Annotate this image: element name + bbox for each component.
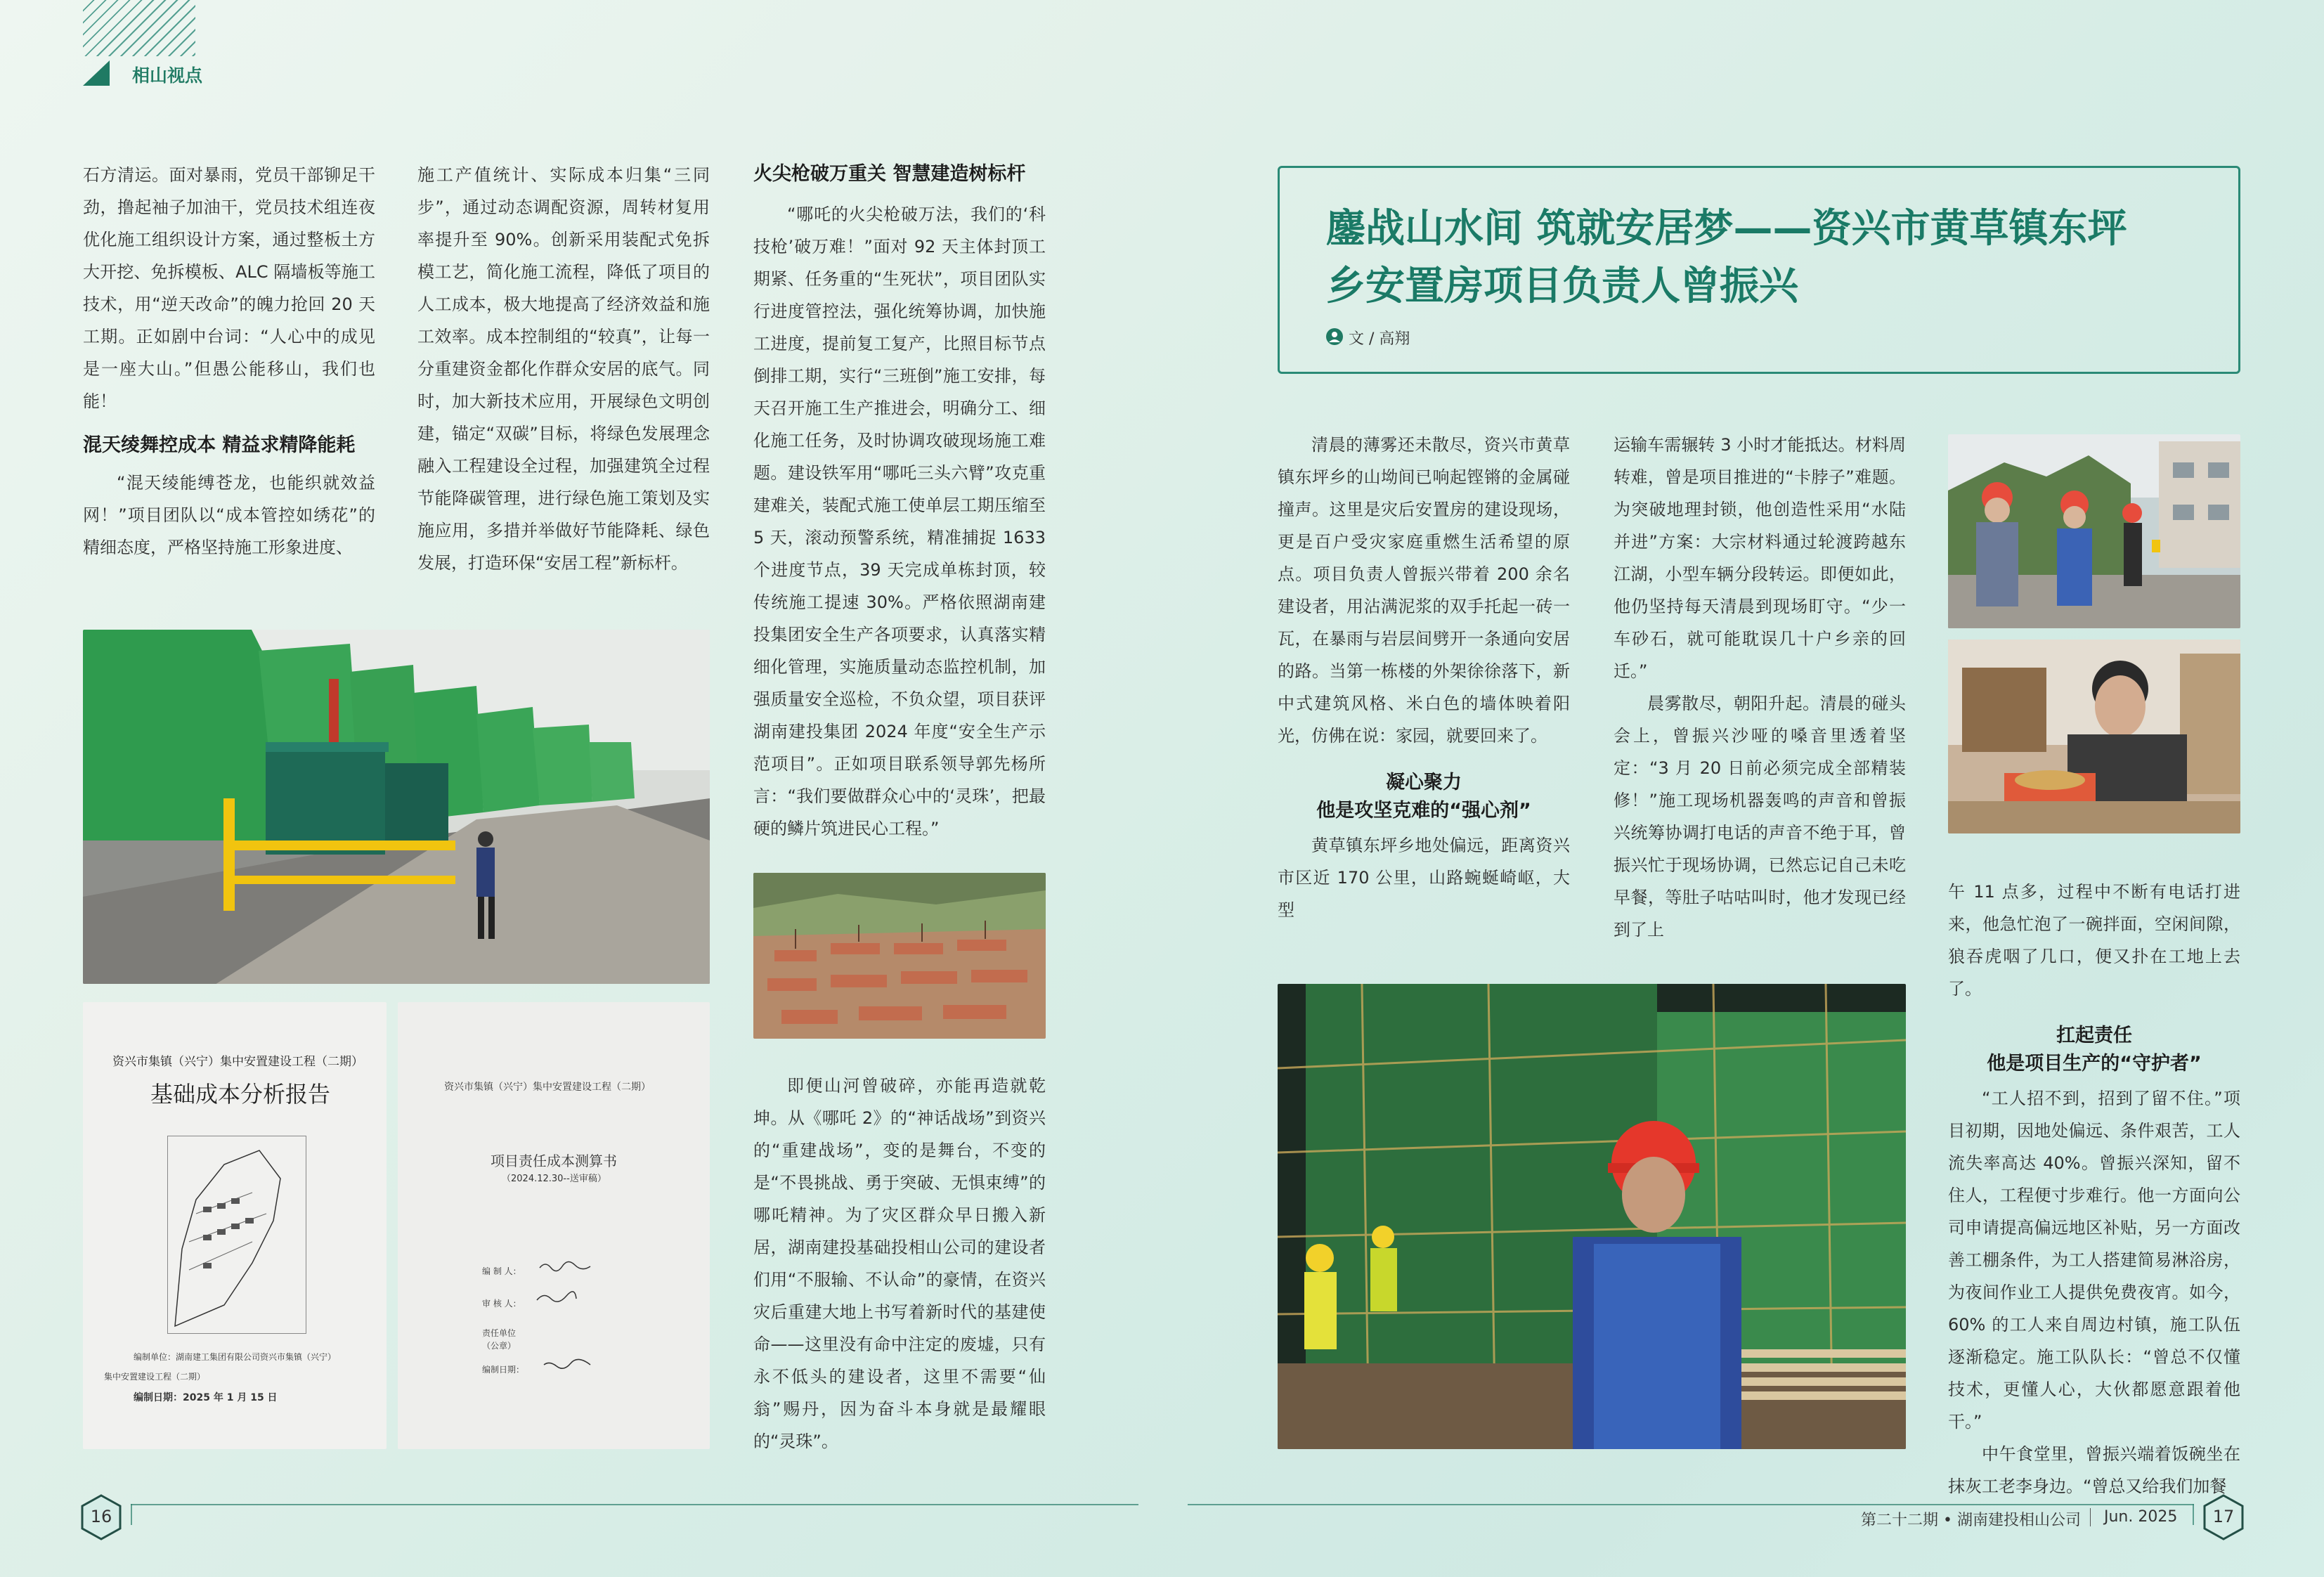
article-title-line1: 鏖战山水间 筑就安居梦——资兴市黄草镇东坪 xyxy=(1326,206,2127,252)
article-title-box xyxy=(1278,166,2240,374)
page-number-left-badge xyxy=(80,1494,122,1540)
footer-publication: 第二十二期 • 湖南建投相山公司 xyxy=(1861,1512,2081,1529)
right-col2-para1: 运输车需辗转 3 小时才能抵达。材料周转难，曾是项目推进的“卡脖子”难题。为突破地理封锁，他创造性采用“水陆并进”方案：大宗材料通过轮渡跨越东江湖，小型车辆分段转运。即便如此，他仍坚持每天清晨到现场盯守。“少一车砂石，就可能耽误几十户乡亲的回迁。” xyxy=(1614,435,1906,681)
doc2-field-reviewer: 审 核 人： xyxy=(482,1299,521,1309)
doc1-footer-date: 编制日期：2025 年 1 月 15 日 xyxy=(134,1392,278,1403)
photo-cost-analysis-report xyxy=(83,1002,387,1449)
right-col1-para2: 黄草镇东坪乡地处偏远，距离资兴市区近 170 公里，山路蜿蜒崎岖，大型 xyxy=(1278,836,1570,920)
right-col3 xyxy=(1948,876,2240,1503)
doc2-field-date: 编制日期： xyxy=(482,1365,525,1375)
left-col3-para1: “哪吒的火尖枪破万法，我们的‘科技枪’破万难！”面对 92 天主体封顶工期紧、任务重的“生死状”，项目团队实行进度管控法，强化统筹协调，加快施工进度，提前复工复产，比照目标节点倒排工期，实行“三班倒”施工安排，每天召开施工生产推进会，明确分工、细化施工任务，及时协调攻破现场施工难题。建设铁军用“哪吒三头六臂”攻克重建难关，装配式施工使单层工期压缩至 5 天，滚动预警系统，精准捕捉 1633 个进度节点，39 天完成单栋封顶，较传统施工提速 30%。严格依照湖南建投集团安全生产各项要求，认真落实精细化管理，实施质量动态监控机制，加强质量安全巡检，不负众望，项目获评湖南建投集团 2024 年度“安全生产示范项目”。正如项目联系领导郭先杨所言：“我们要做群众心中的‘灵珠’，把最硬的鳞片筑进民心工程。” xyxy=(753,205,1046,838)
header-stripes xyxy=(83,0,195,56)
right-col3-para3: 中午食堂里，曾振兴端着饭碗坐在抹灰工老李身边。“曾总又给我们加餐 xyxy=(1948,1444,2240,1496)
left-col1 xyxy=(83,159,375,564)
article-title-line2: 乡安置房项目负责人曾振兴 xyxy=(1326,264,1798,309)
left-col3-subhead: 火尖枪破万重关 智慧建造树标杆 xyxy=(753,163,1026,185)
article-byline: 文 / 高翔 xyxy=(1349,330,1410,348)
photo-foundation-site xyxy=(753,873,1046,1039)
left-col3-bottom xyxy=(753,1070,1046,1458)
photo-construction-site xyxy=(83,630,710,984)
section-marker-icon xyxy=(83,60,110,86)
author-icon xyxy=(1326,328,1343,345)
section-label: 相山视点 xyxy=(132,65,203,86)
right-col3-para1: 午 11 点多，过程中不断有电话打进来，他急忙泡了一碗拌面，空闲间隙，狼吞虎咽了几口，便又扑在工地上去了。 xyxy=(1948,882,2240,999)
doc1-title: 基础成本分析报告 xyxy=(150,1081,331,1108)
footer-separator xyxy=(2090,1508,2091,1526)
footer-rule-left-tick xyxy=(131,1504,132,1525)
doc2-field-unit: 责任单位 xyxy=(482,1328,517,1338)
left-col3-top xyxy=(753,159,1046,845)
doc2-header: 资兴市集镇（兴宁）集中安置建设工程（二期） xyxy=(444,1082,651,1093)
left-col1-intro: 石方清运。面对暴雨，党员干部铆足干劲，撸起袖子加油干，党员技术组连夜优化施工组织设计方案，通过整板土方大开挖、免拆模板、ALC 隔墙板等施工技术，用“逆天改命”的魄力抢回 20 天工期。正如剧中台词：“人心中的成见是一座大山。”但愚公能移山，我们也能！ xyxy=(83,165,375,411)
footer-rule-right xyxy=(1188,1504,2194,1505)
doc1-site-plan xyxy=(167,1136,306,1334)
page-number-right: 17 xyxy=(2212,1507,2235,1526)
page-number-right-badge xyxy=(2202,1494,2245,1540)
right-col3-subhead1: 扛起责任 xyxy=(2056,1025,2132,1046)
footer-rule-left xyxy=(131,1504,1138,1505)
right-col2-para2: 晨雾散尽，朝阳升起。清晨的碰头会上，曾振兴沙哑的嗓音里透着坚定：“3 月 20 日前必须完成全部精装修！”施工现场机器轰鸣的声音和曾振兴统筹协调打电话的声音不绝于耳，曾振兴忙于现场协调，已然忘记自己未吃早餐，等肚子咕咕叫时，他才发现已经到了上 xyxy=(1614,694,1906,940)
photo-lunch-break xyxy=(1948,640,2240,833)
doc2-signature-3 xyxy=(543,1358,592,1370)
right-col1-subhead1: 凝心聚力 xyxy=(1386,772,1462,793)
left-col1-para: “混天绫能缚苍龙，也能织就效益网！”项目团队以“成本管控如绣花”的精细态度，严格坚持施工形象进度、 xyxy=(83,473,375,557)
left-col2-para: 施工产值统计、实际成本归集“三同步”，通过动态调配资源，周转材复用率提升至 90%。创新采用装配式免拆模工艺，简化施工流程，降低了项目的人工成本，极大地提高了经济效益和施工效率。成本控制组的“较真”，让每一分重建资金都化作群众安居的底气。同时，加大新技术应用，开展绿色文明创建，锚定“双碳”目标，将绿色发展理念融入工程建设全过程，加强建筑全过程节能降碳管理，进行绿色施工策划及实施应用，多措并举做好节能降耗、绿色发展，打造环保“安居工程”新标杆。 xyxy=(417,165,710,573)
doc1-footer-unit: 编制单位：湖南建工集团有限公司资兴市集镇（兴宁） xyxy=(134,1352,337,1362)
right-col1-para1: 清晨的薄雾还未散尽，资兴市黄草镇东坪乡的山坳间已响起铿锵的金属碰撞声。这里是灾后安置房的建设现场，更是百户受灾家庭重燃生活希望的原点。项目负责人曾振兴带着 200 余名建设者，用沾满泥浆的双手托起一砖一瓦，在暴雨与岩层间劈开一条通向安居的路。当第一栋楼的外架徐徐落下，新中式建筑风格、米白色的墙体映着阳光，仿佛在说：家园，就要回来了。 xyxy=(1278,435,1570,746)
doc1-header: 资兴市集镇（兴宁）集中安置建设工程（二期） xyxy=(112,1055,363,1069)
left-col2 xyxy=(417,159,710,579)
photo-night-construction xyxy=(1278,984,1906,1449)
doc2-field-editor: 编 制 人： xyxy=(482,1266,521,1276)
left-col3-para2: 即便山河曾破碎，亦能再造就乾坤。从《哪吒 2》的“神话战场”到资兴的“重建战场”，变的是舞台，不变的是“不畏挑战、勇于突破、无惧束缚”的哪吒精神。为了灾区群众早日搬入新居，湖南建投基础投相山公司的建设者们用“不服输、不认命”的豪情，在资兴灾后重建大地上书写着新时代的基建使命——这里没有命中注定的废墟，只有永不低头的建设者，这里不需要“仙翁”赐丹，因为奋斗本身就是最耀眼的“灵珠”。 xyxy=(753,1076,1046,1451)
right-col2 xyxy=(1614,429,1906,946)
right-col1-subhead2: 他是攻坚克难的“强心剂” xyxy=(1316,800,1531,822)
doc2-field-seal: （公章） xyxy=(482,1341,517,1351)
photo-site-inspection xyxy=(1948,434,2240,628)
right-col1 xyxy=(1278,429,1570,926)
right-col3-subhead2: 他是项目生产的“守护者” xyxy=(1987,1053,2202,1075)
doc2-signature-1 xyxy=(538,1259,595,1272)
page-number-left: 16 xyxy=(90,1507,112,1526)
left-col1-subhead: 混天绫舞控成本 精益求精降能耗 xyxy=(83,434,356,456)
photo-cost-estimate-book xyxy=(398,1002,710,1449)
right-col3-para2: “工人招不到，招到了留不住。”项目初期，因地处偏远、条件艰苦，工人流失率高达 40%。曾振兴深知，留不住人，工程便寸步难行。他一方面向公司申请提高偏远地区补贴，另一方面改善工棚条件，为工人搭建简易淋浴房，为夜间作业工人提供免费夜宵。如今，60% 的工人来自周边村镇，施工队伍逐渐稳定。施工队队长：“曾总不仅懂技术，更懂人心，大伙都愿意跟着他干。” xyxy=(1948,1089,2240,1432)
footer-rule-right-tick xyxy=(2193,1504,2194,1525)
doc2-subtitle: （2024.12.30--送审稿） xyxy=(502,1174,606,1184)
doc1-footer-unit-b: 集中安置建设工程（二期） xyxy=(104,1372,206,1382)
doc2-signature-2 xyxy=(535,1290,578,1303)
doc2-title: 项目责任成本测算书 xyxy=(491,1153,617,1169)
footer-date: Jun. 2025 xyxy=(2104,1508,2178,1526)
